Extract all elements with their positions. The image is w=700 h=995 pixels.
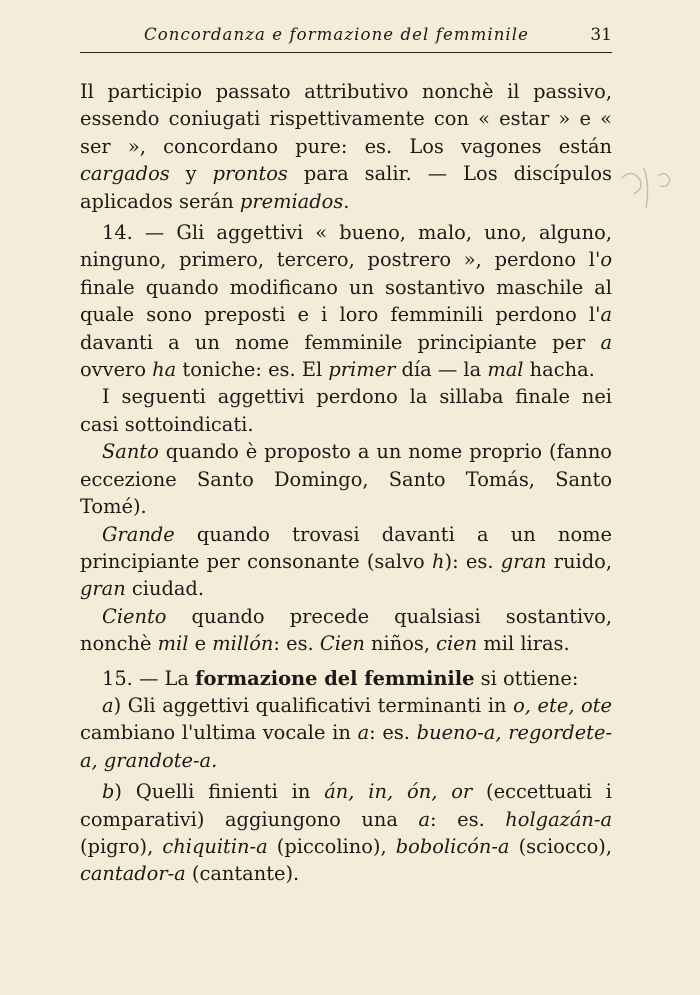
text-run: quando precede qualsiasi sostantivo, nonchè bbox=[80, 604, 612, 656]
italic-term: a bbox=[102, 693, 114, 717]
text-run: (piccolino), bbox=[267, 834, 396, 858]
italic-term: ha bbox=[152, 358, 177, 382]
italic-term: Grande bbox=[102, 522, 175, 546]
text-run: davanti a un nome femminile principiante per bbox=[80, 330, 601, 354]
text-run: (cantante). bbox=[185, 862, 300, 886]
text-run: 14. — Gli aggettivi « bueno, malo, uno, alguno, ninguno, primero, tercero, postrero », perdono l' bbox=[80, 221, 612, 272]
italic-term: b bbox=[102, 780, 115, 804]
text-run: ovvero bbox=[80, 358, 153, 382]
text-run: y bbox=[169, 162, 213, 186]
italic-term: mal bbox=[487, 358, 524, 382]
text-run: (eccettuati i comparativi) aggiungono una bbox=[80, 780, 612, 831]
italic-term: án, in, ón, or bbox=[324, 780, 473, 804]
italic-term: bobolicón-a bbox=[395, 834, 510, 858]
text-run: . bbox=[343, 189, 350, 213]
body-text bbox=[80, 78, 612, 888]
text-run: Il participio passato attributivo nonchè il passivo, essendo coniugati rispettivamente con « estar » e « ser », concordano pure: es. Los vagones están bbox=[80, 80, 612, 158]
text-run: cambiano l'ultima vocale in bbox=[80, 721, 358, 745]
text-run: día — la bbox=[395, 358, 488, 382]
italic-term: cantador-a bbox=[80, 862, 186, 886]
text-run: ): es. bbox=[444, 549, 501, 573]
italic-term: cien bbox=[436, 632, 478, 656]
pencil-mark bbox=[614, 158, 684, 218]
italic-term: a bbox=[418, 807, 431, 831]
text-run: si ottiene: bbox=[474, 666, 579, 690]
paragraph-14 bbox=[80, 219, 612, 383]
italic-term: o, ete, ote bbox=[513, 693, 613, 717]
text-run: niños, bbox=[364, 632, 437, 656]
paragraph-15 bbox=[80, 665, 612, 692]
text-run: ruido, bbox=[546, 549, 613, 573]
italic-term: Santo bbox=[102, 440, 159, 464]
italic-term: gran bbox=[80, 577, 126, 601]
running-title: Concordanza e formazione del femminile bbox=[144, 25, 530, 44]
running-header bbox=[80, 22, 612, 53]
italic-term: a bbox=[600, 303, 612, 327]
italic-term: chiquitin-a bbox=[162, 834, 268, 858]
italic-term: millón bbox=[212, 632, 274, 656]
italic-term: premiados bbox=[239, 189, 344, 213]
text-run: ciudad. bbox=[125, 577, 204, 601]
italic-term: bueno-a, regordete-a, grandote-a. bbox=[80, 721, 613, 772]
text-run: mil liras. bbox=[477, 632, 570, 656]
text-run: 15. — La bbox=[102, 666, 196, 690]
paragraph-seguenti: I seguenti aggettivi perdono la sillaba finale nei casi sottoindicati. bbox=[80, 385, 612, 436]
text-run: hacha. bbox=[523, 358, 595, 382]
italic-term: holgazán-a bbox=[505, 807, 613, 831]
italic-term: h bbox=[432, 549, 445, 573]
text-run: quando è proposto a un nome proprio (fanno eccezione Santo Domingo, Santo Tomás, Santo Tomé). bbox=[80, 440, 612, 519]
italic-term: Cien bbox=[319, 632, 365, 656]
text-run: e bbox=[188, 632, 213, 656]
text-run: ) Gli aggettivi qualificativi terminanti in bbox=[113, 693, 514, 717]
text-run: toniche: es. El bbox=[176, 358, 329, 382]
paragraph-participio bbox=[80, 78, 612, 215]
italic-term: mil bbox=[157, 632, 189, 656]
text-run: : es. bbox=[273, 632, 320, 656]
italic-term: o bbox=[600, 248, 612, 272]
text-run: : es. bbox=[369, 721, 417, 745]
paragraph-ciento bbox=[80, 603, 612, 658]
text-run: ) Quelli finienti in bbox=[114, 780, 325, 804]
text-run: (pigro), bbox=[80, 834, 163, 858]
section-heading: formazione del femminile bbox=[195, 666, 475, 690]
page-number: 31 bbox=[590, 25, 612, 45]
italic-term: primer bbox=[328, 358, 396, 382]
paragraph-grande bbox=[80, 521, 612, 603]
italic-term: Ciento bbox=[102, 604, 167, 628]
italic-term: a bbox=[357, 721, 370, 745]
text-run: para salir. — Los discípulos aplicados serán bbox=[80, 162, 612, 213]
italic-term: a bbox=[600, 330, 612, 354]
paragraph-santo bbox=[80, 438, 612, 520]
text-run: quando trovasi davanti a un nome principiante per consonante (salvo bbox=[80, 522, 612, 573]
text-run: finale quando modificano un sostantivo maschile al quale sono preposti e i loro femminili perdono l' bbox=[80, 275, 612, 327]
italic-term: cargados bbox=[80, 162, 170, 186]
paragraph-rule-a bbox=[80, 692, 612, 774]
text-run: : es. bbox=[430, 807, 506, 831]
italic-term: gran bbox=[500, 549, 547, 573]
text-run: (sciocco), bbox=[509, 834, 612, 858]
paragraph-rule-b bbox=[80, 778, 612, 888]
italic-term: prontos bbox=[212, 162, 288, 186]
